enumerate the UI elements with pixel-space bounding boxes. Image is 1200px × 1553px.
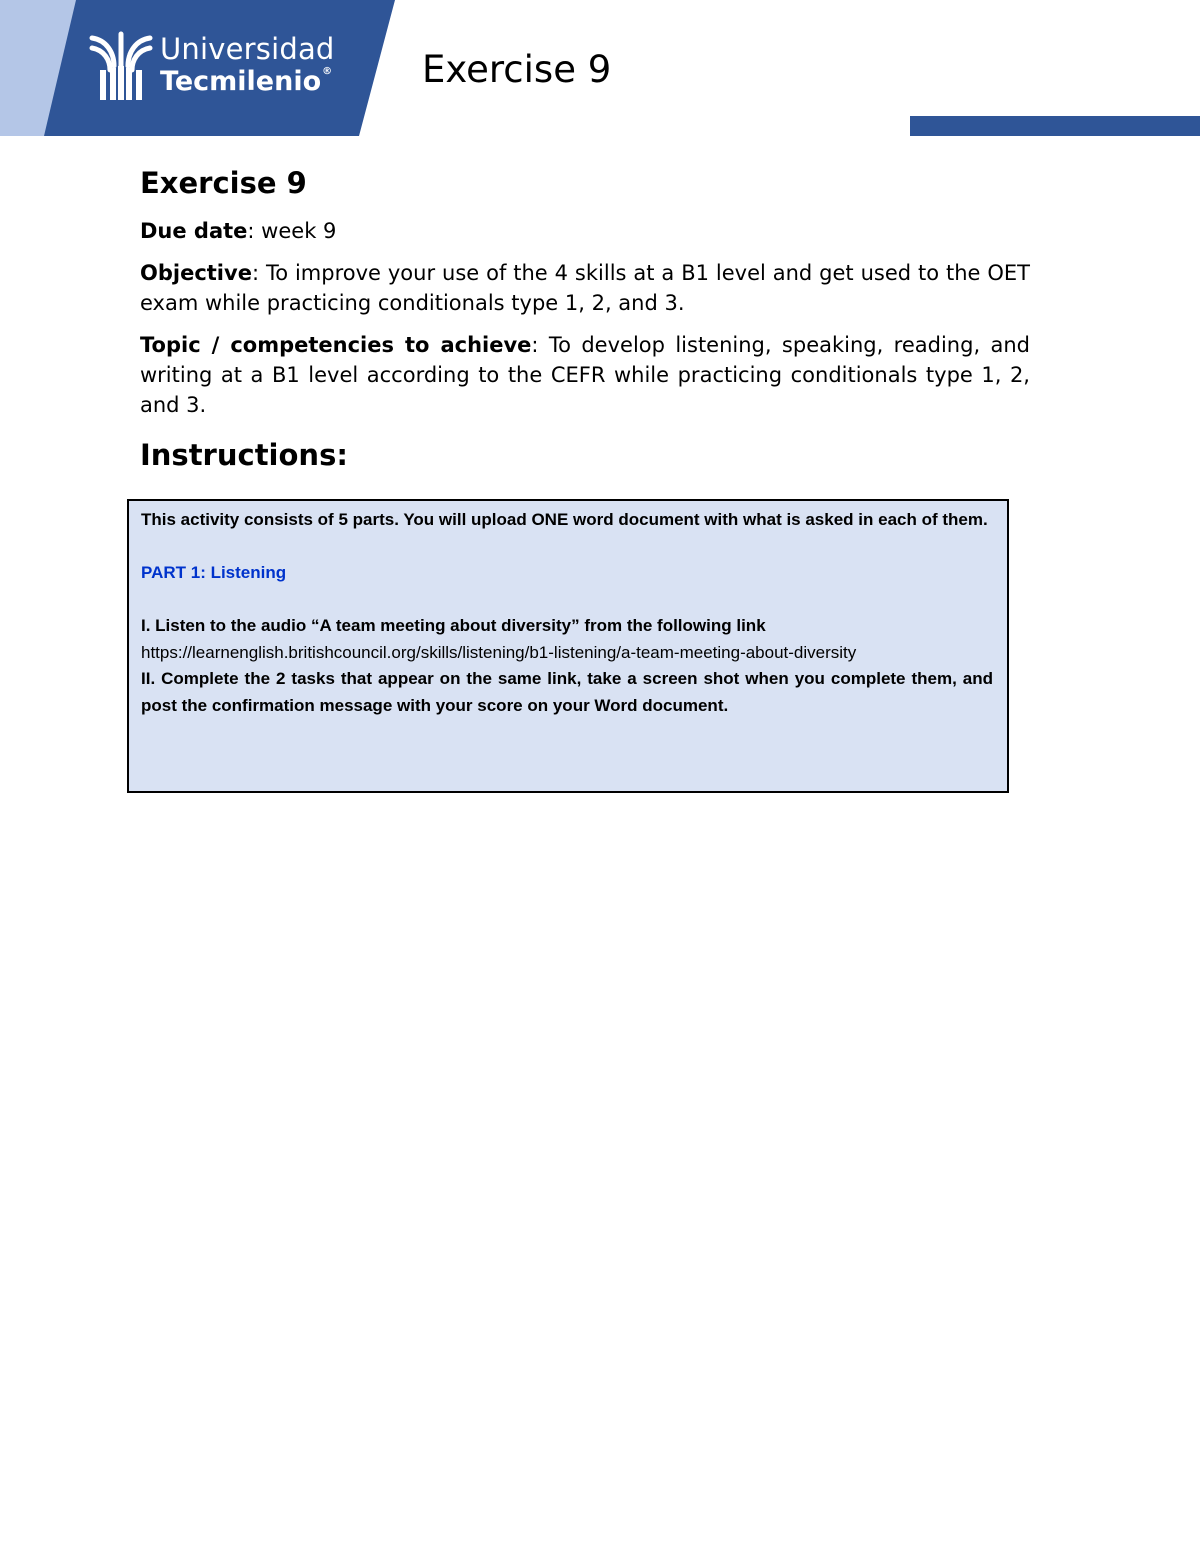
instruction-item-1: I. Listen to the audio “A team meeting about diversity” from the following link [141,616,766,635]
topic-competencies [140,330,1030,420]
instructions-intro: This activity consists of 5 parts. You will upload ONE word document with what is asked in each of them. [141,510,988,529]
part1-heading: PART 1: Listening [141,563,287,582]
due-date-label: Due date [140,219,248,243]
instruction-item-2: II. Complete the 2 tasks that appear on the same link, take a screen shot when you complete them, and post the confirmation message with your score on your Word document. [141,669,993,715]
listening-link[interactable]: https://learnenglish.britishcouncil.org/skills/listening/b1-listening/a-team-meeting-about-diversity [141,642,857,662]
instructions-heading: Instructions: [140,438,348,472]
header-rule [910,116,1200,136]
topic-text: : To develop listening, speaking, reading, and writing at a B1 level according to the CEFR while practicing conditionals type 1, 2, and 3. [140,333,1030,417]
topic-label: Topic / competencies to achieve [140,333,532,357]
document-body [140,166,1030,472]
due-date-value: : week 9 [247,219,337,243]
objective-label: Objective [140,261,252,285]
logo-text-universidad: Universidad [160,32,335,66]
objective-text: : To improve your use of the 4 skills at a B1 level and get used to the OET exam while practicing conditionals type 1, 2, and 3. [140,261,1030,315]
registered-mark: ® [322,66,333,77]
due-date [140,216,1030,246]
instructions-box [127,499,1009,793]
objective [140,258,1030,318]
university-logo [88,28,338,108]
page-title: Exercise 9 [140,166,307,200]
logo-text-tecmilenio: Tecmilenio® [160,66,333,97]
header-title: Exercise 9 [422,48,612,91]
tecmilenio-logo-icon [88,30,154,102]
